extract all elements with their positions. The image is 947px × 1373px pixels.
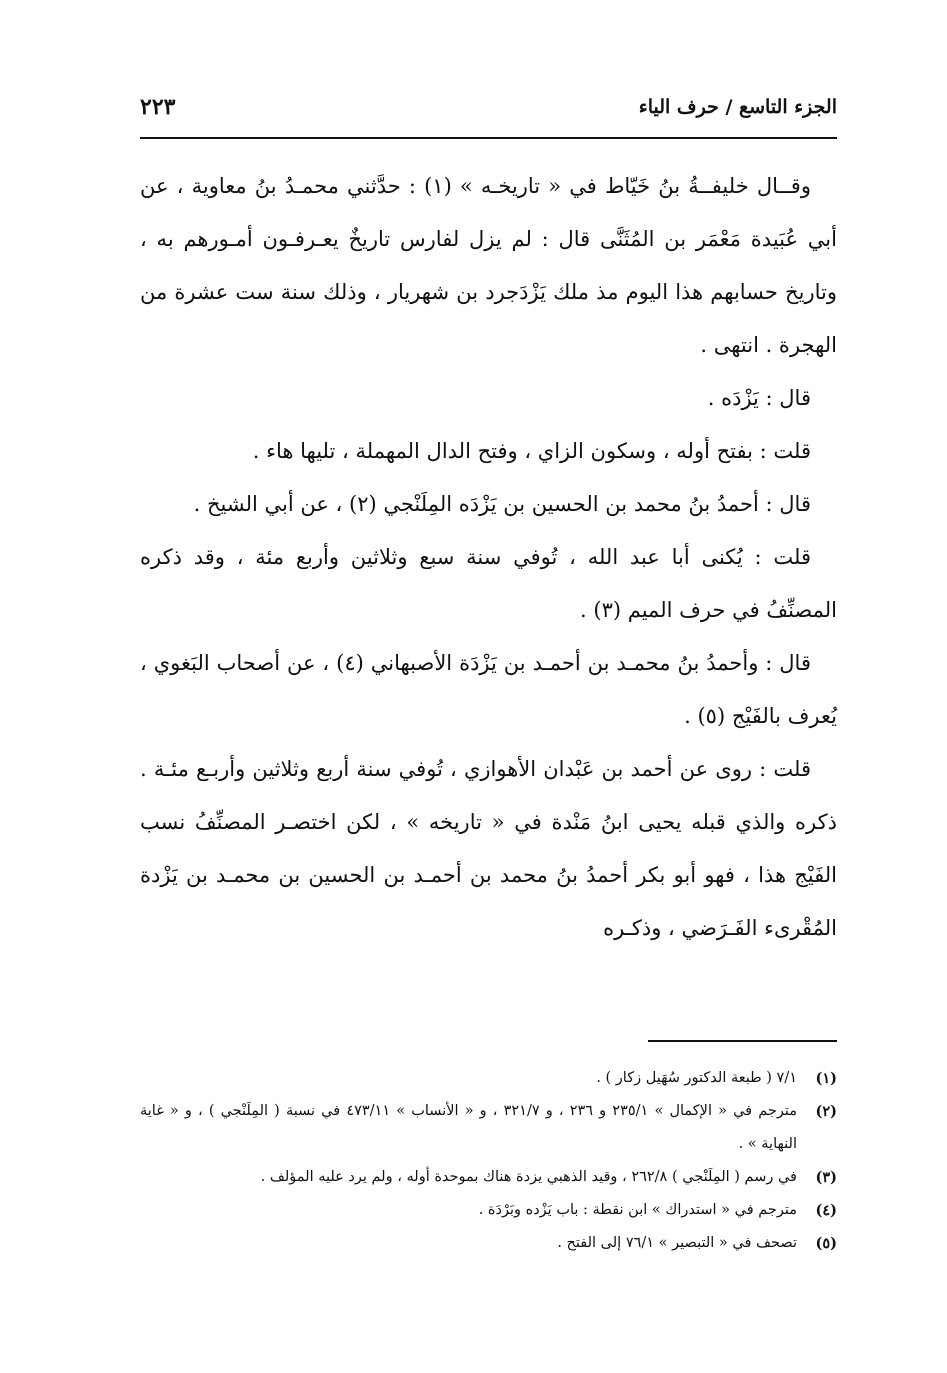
page-header — [140, 92, 837, 132]
footnote — [140, 1161, 837, 1194]
footnote — [140, 1227, 837, 1260]
footnotes — [140, 1062, 837, 1260]
paragraph: وقــال خليفــةُ بنُ خَيّاط في « تاريخـه » (١) : حدَّثني محمـدُ بنُ معاوية ، عن أبي عُبَيدة مَعْمَر بن المُثَنَّى قال : لم يزل لفارس تاريخٌ يعـرفـون أمـورهم به ، وتاريخ حسابهم هذا اليوم مذ ملك يَزْدَجرد بن شهريار ، وذلك سنة ست عشرة من الهجرة . انتهى . — [140, 174, 837, 357]
footnote — [140, 1095, 837, 1161]
footnote-text: ٧/١ ( طبعة الدكتور سُهَيل زكار ) . — [596, 1070, 797, 1086]
footnote-number: (٤) — [815, 1202, 837, 1219]
footnote-text: تصحف في « التبصير » ٧٦/١ إلى الفتح . — [557, 1235, 797, 1251]
footnote-text: مترجم في « الإكمال » ٢٣٥/١ و ٢٣٦ ، و ٣٢١/٧ ، و « الأنساب » ٤٧٣/١١ في نسبة ( المِلَنْجي ) ، و « غاية النهاية » . — [140, 1103, 797, 1152]
paragraph: قال : يَزْدَه . — [707, 386, 811, 410]
footnote — [140, 1194, 837, 1227]
footnote-number: (٣) — [815, 1169, 837, 1186]
footnote-number: (٢) — [815, 1103, 837, 1120]
footnote-number: (٥) — [815, 1235, 837, 1252]
footnote-text: في رسم ( المِلَنْجي ) ٢٦٢/٨ ، وقيد الذهبي يزدة هناك بموحدة أوله ، ولم يرد عليه المؤلف . — [260, 1169, 797, 1185]
footnote-text: مترجم في « استدراك » ابن نقطة : باب يَزْده وبَرْدَة . — [478, 1202, 797, 1218]
paragraph: قلت : يُكنى أبا عبد الله ، تُوفي سنة سبع وثلاثين وأربع مئة ، وقد ذكره المصنِّفُ في حرف الميم (٣) . — [140, 545, 837, 622]
page-number: ٢٢٣ — [140, 94, 176, 120]
paragraph: قلت : بفتح أوله ، وسكون الزاي ، وفتح الدال المهملة ، تليها هاء . — [252, 439, 811, 463]
paragraph: قال : أحمدُ بنُ محمد بن الحسين بن يَزْدَه المِلَنْجي (٢) ، عن أبي الشيخ . — [193, 492, 811, 516]
running-head: الجزء التاسع / حرف الياء — [638, 96, 837, 118]
footnote — [140, 1062, 837, 1095]
paragraph: قال : وأحمدُ بنُ محمـد بن أحمـد بن يَزْدَة الأصبهاني (٤) ، عن أصحاب البَغوي ، يُعرف بالفَيْج (٥) . — [140, 651, 837, 728]
paragraph: قلت : روى عن أحمد بن عَبْدان الأهوازي ، تُوفي سنة أربع وثلاثين وأربـع مئـة . ذكره والذي قبله يحيى ابنُ مَنْدة في « تاريخه » ، لكن اختصـر المصنِّفُ نسب الفَيْج هذا ، فهو أبو بكر أحمدُ بنُ محمد بن أحمـد بن الحسين بن محمـد بن يَزْدة المُقْرىء الفَـرَضي ، وذكـره — [140, 757, 837, 940]
footnote-number: (١) — [815, 1070, 837, 1087]
footnote-rule — [648, 1040, 837, 1042]
main-text — [140, 160, 837, 955]
header-rule — [140, 137, 837, 139]
